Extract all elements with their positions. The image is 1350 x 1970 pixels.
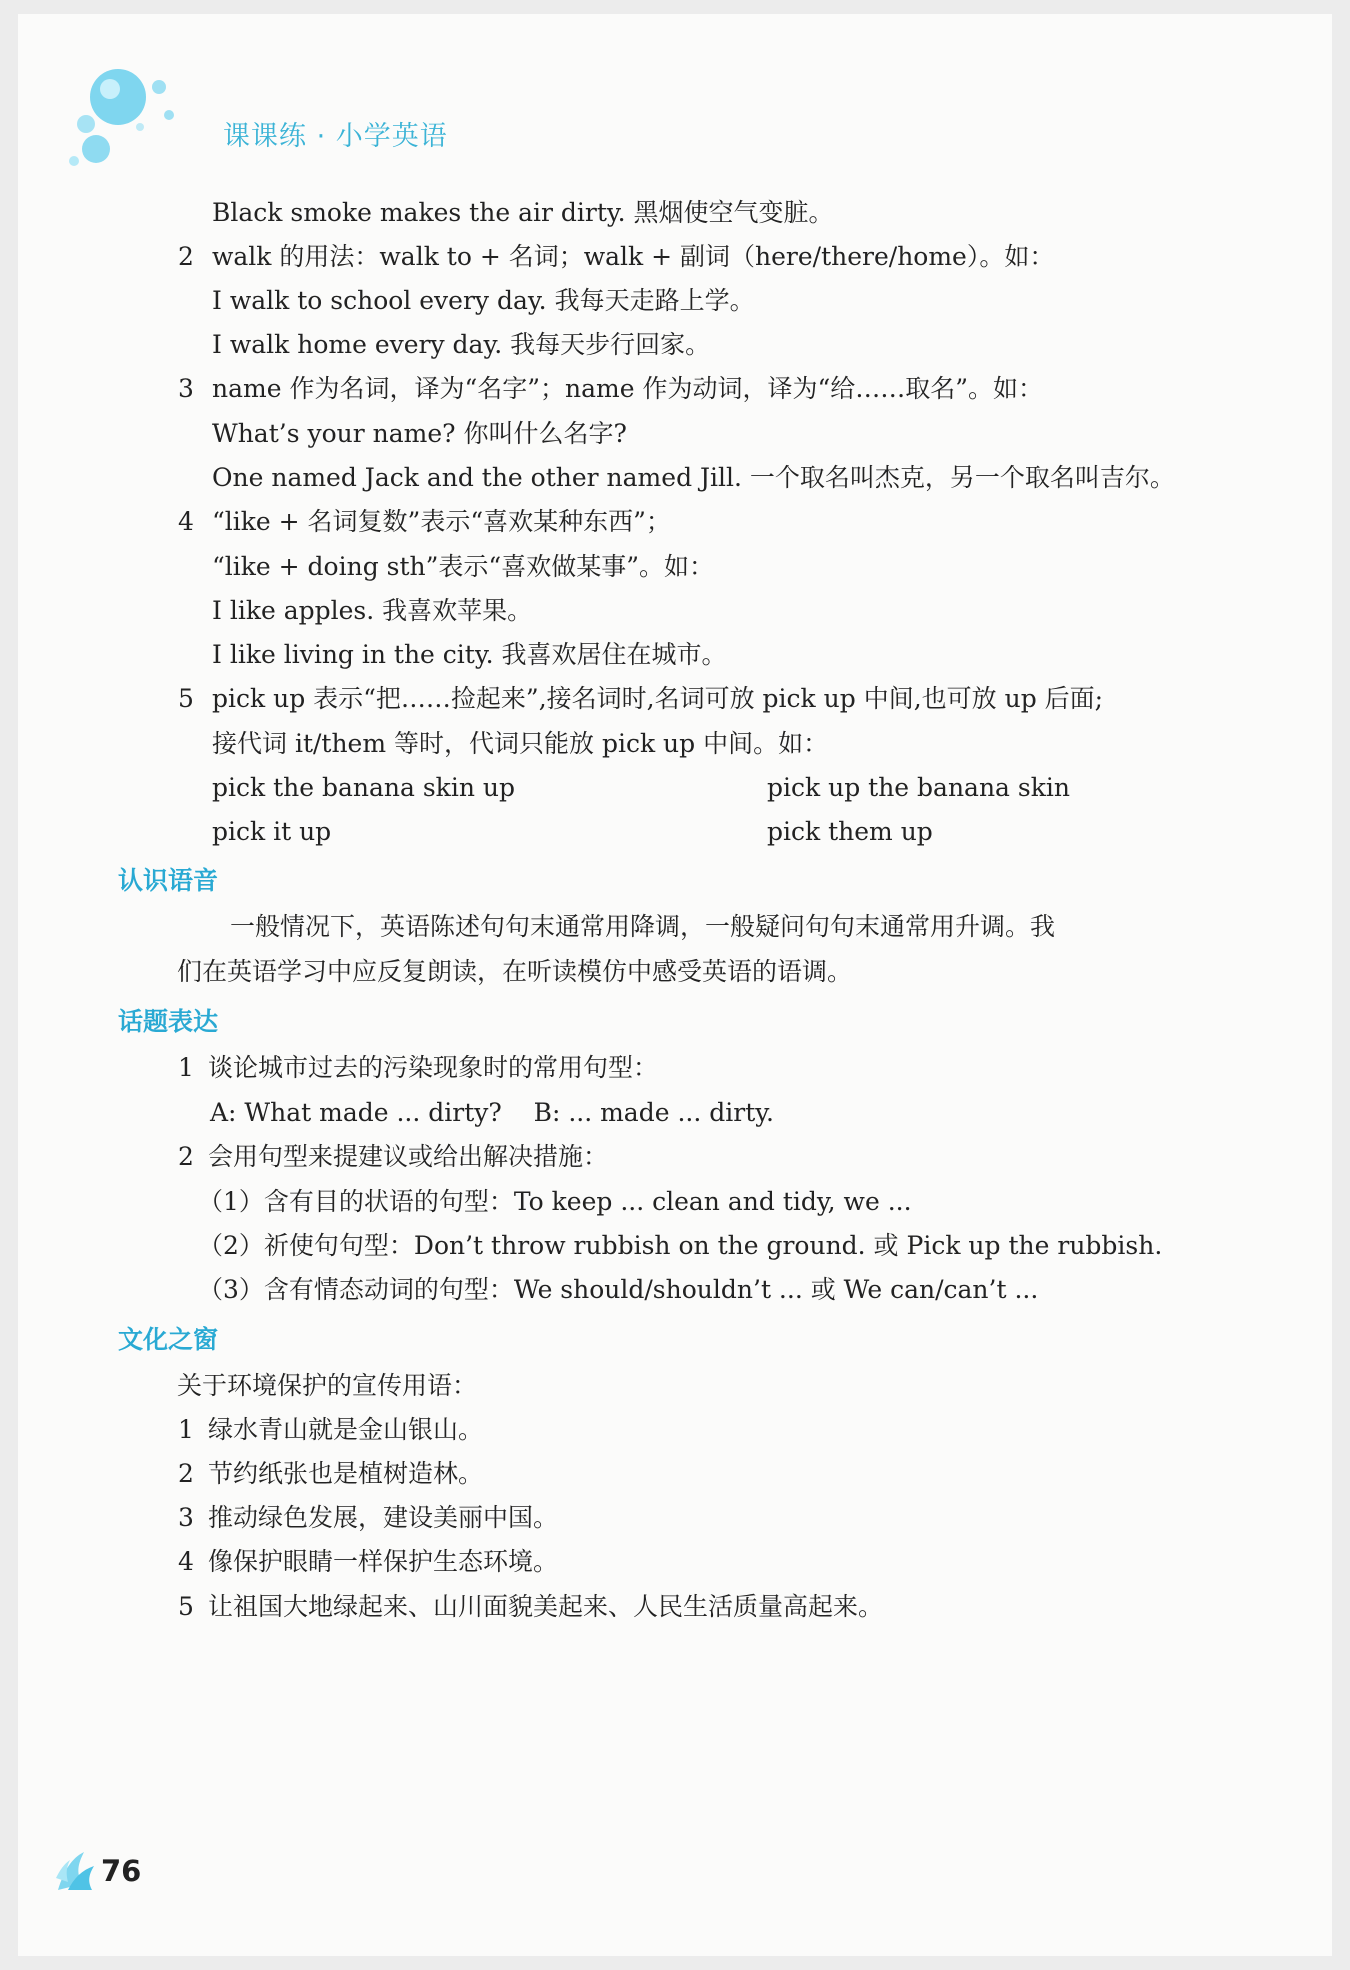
culture-item-number: 2 (178, 1459, 194, 1488)
topic-item2-number: 2 (178, 1142, 194, 1171)
item5-example-right-2: pick them up (767, 817, 933, 846)
item2-example-2: I walk home every day. 我每天步行回家。 (212, 330, 711, 359)
item2-number: 2 (178, 242, 194, 271)
wave-icon (54, 1850, 98, 1892)
page-number: 76 (101, 1854, 142, 1888)
topic-item1-number: 1 (178, 1053, 194, 1082)
culture-item-text: 让祖国大地绿起来、山川面貌美起来、人民生活质量高起来。 (208, 1592, 884, 1621)
topic-item1-text: 谈论城市过去的污染现象时的常用句型： (208, 1053, 659, 1082)
phonetics-line-2: 们在英语学习中应反复朗读，在听读模仿中感受英语的语调。 (177, 957, 853, 986)
culture-item-text: 节约纸张也是植树造林。 (208, 1459, 484, 1488)
culture-item-number: 4 (178, 1547, 194, 1576)
textbook-page (18, 14, 1332, 1956)
topic-item2-text: 会用句型来提建议或给出解决措施： (208, 1142, 609, 1171)
culture-item-number: 3 (178, 1503, 194, 1532)
culture-intro: 关于环境保护的宣传用语： (177, 1371, 478, 1400)
item5-text: pick up 表示“把……捡起来”,接名词时,名词可放 pick up 中间,也可放 up 后面; (212, 684, 1104, 713)
item2-example-1: I walk to school every day. 我每天走路上学。 (212, 286, 755, 315)
item2-text: walk 的用法：walk to + 名词；walk + 副词（here/there/home）。如： (212, 242, 1055, 271)
item3-text: name 作为名词，译为“名字”；name 作为动词，译为“给……取名”。如： (212, 374, 1044, 403)
topic-sub-2: （2）祈使句句型：Don’t throw rubbish on the ground. 或 Pick up the rubbish. (198, 1231, 1163, 1260)
topic-sub-3: （3）含有情态动词的句型：We should/shouldn’t ... 或 We can/can’t ... (198, 1275, 1039, 1304)
item5-example-left-2: pick it up (212, 817, 332, 846)
culture-item-number: 1 (178, 1415, 194, 1444)
topic-heading: 话题表达 (118, 1007, 219, 1036)
item5-number: 5 (178, 684, 194, 713)
topic-item1-example: A: What made ... dirty? B: ... made ... dirty. (210, 1098, 774, 1127)
item4-number: 4 (178, 507, 194, 536)
bubbles-logo-icon (66, 69, 196, 179)
topic-sub-1: （1）含有目的状语的句型：To keep ... clean and tidy, we ... (198, 1187, 912, 1216)
phonetics-line-1: 一般情况下，英语陈述句句末通常用降调，一般疑问句句末通常用升调。我 (230, 912, 1056, 941)
culture-heading: 文化之窗 (118, 1325, 219, 1354)
culture-item-text: 绿水青山就是金山银山。 (208, 1415, 484, 1444)
item1-example: Black smoke makes the air dirty. 黑烟使空气变脏。 (212, 198, 834, 227)
item4-example-2: I like living in the city. 我喜欢居住在城市。 (212, 640, 727, 669)
item5-text-2: 接代词 it/them 等时，代词只能放 pick up 中间。如： (212, 729, 829, 758)
culture-item-number: 5 (178, 1592, 194, 1621)
item4-example-1: I like apples. 我喜欢苹果。 (212, 596, 533, 625)
culture-item-text: 推动绿色发展，建设美丽中国。 (208, 1503, 559, 1532)
item4-text: “like + 名词复数”表示“喜欢某种东西”； (212, 507, 671, 536)
phonetics-heading: 认识语音 (118, 866, 219, 895)
item5-example-right-1: pick up the banana skin (767, 773, 1070, 802)
item3-example-1: What’s your name? 你叫什么名字? (212, 419, 627, 448)
item3-example-2: One named Jack and the other named Jill. 一个取名叫杰克，另一个取名叫吉尔。 (212, 463, 1175, 492)
item5-example-left-1: pick the banana skin up (212, 773, 515, 802)
book-title: 课课练 · 小学英语 (223, 121, 448, 152)
item4-text-2: “like + doing sth”表示“喜欢做某事”。如： (212, 552, 714, 581)
culture-item-text: 像保护眼睛一样保护生态环境。 (208, 1547, 559, 1576)
item3-number: 3 (178, 374, 194, 403)
